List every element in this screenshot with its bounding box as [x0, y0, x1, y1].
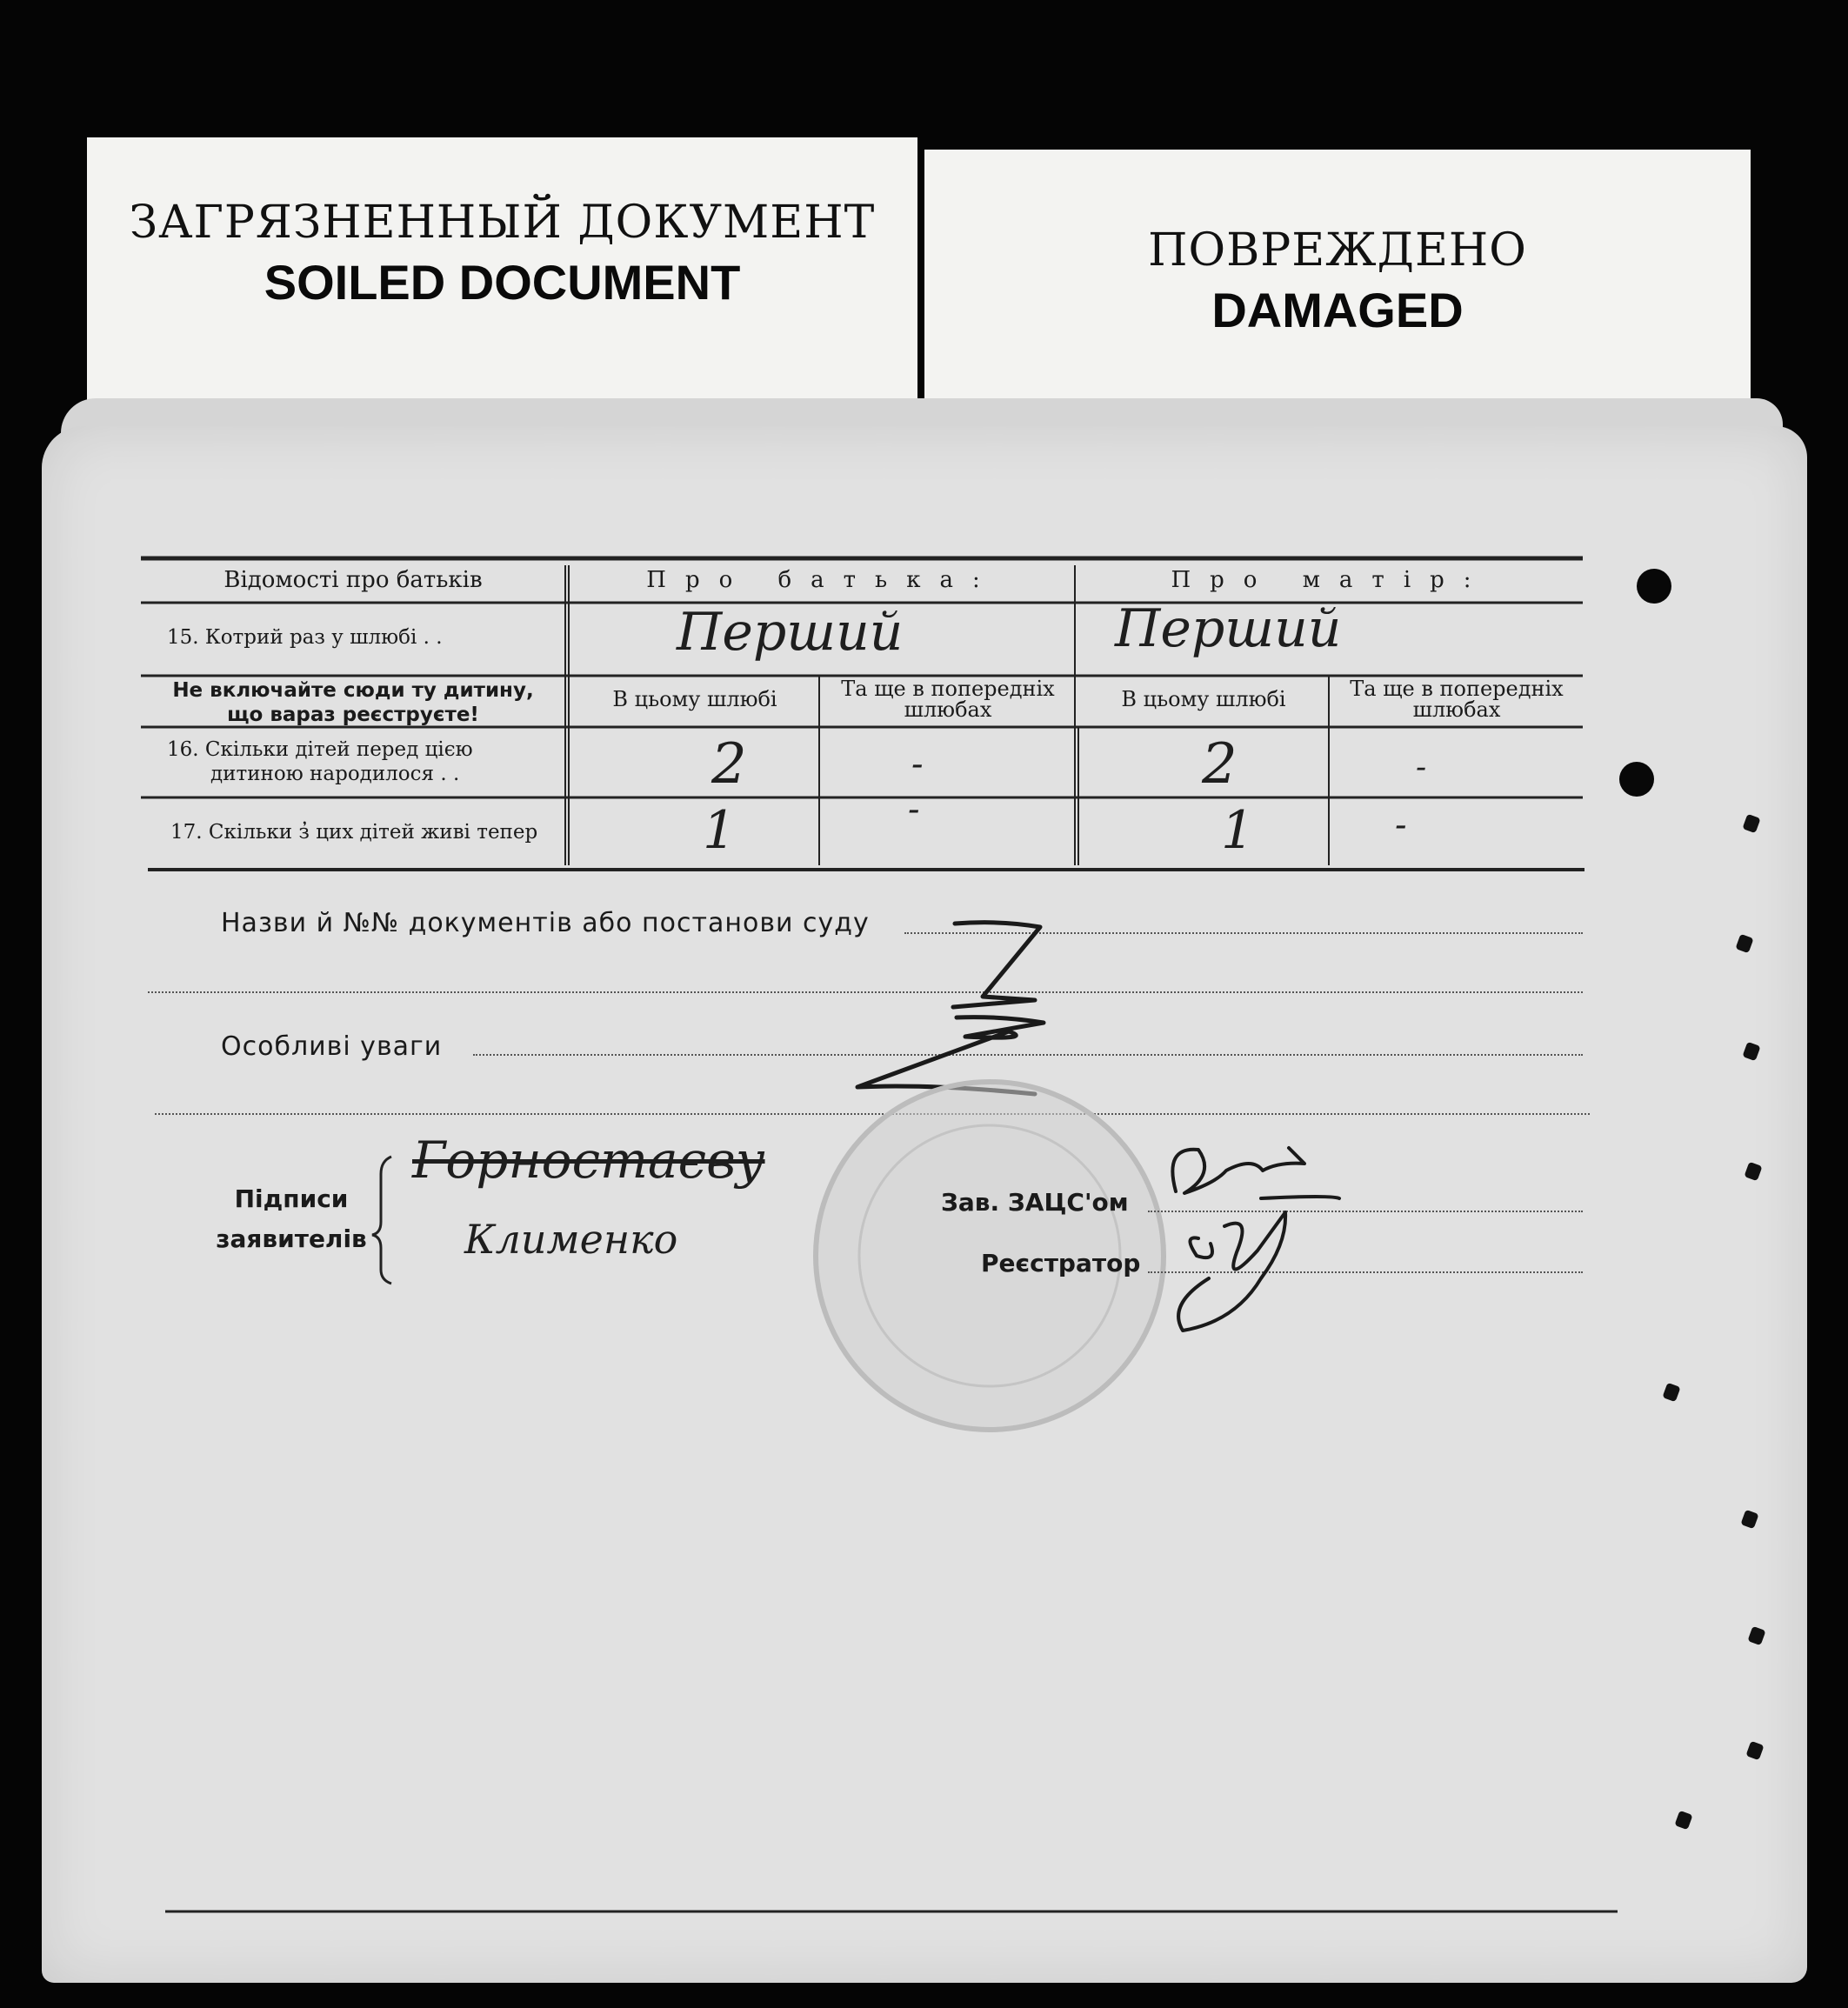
row15-label: 15. Котрий раз у шлюбі . . [167, 626, 443, 649]
soiled-label-english: SOILED DOCUMENT [264, 255, 741, 310]
applicant-signature-2: Клименко [464, 1216, 678, 1263]
signatures-label-line-2: заявителів [216, 1224, 367, 1253]
row17-label: 17. Скільки з̓ цих дітей живі тепер [170, 821, 538, 844]
row15-father-value: Перший [677, 602, 904, 663]
damaged-label-english: DAMAGED [1211, 283, 1464, 337]
father-this-marriage-header: В цьому шлюбі [612, 687, 777, 711]
row16-label-line-2: дитиною народилося . . [210, 763, 460, 785]
remarks-label: Особливі уваги [221, 1031, 443, 1062]
registrar-label: Реєстратор [981, 1249, 1141, 1278]
mother-header: Про матір: [1171, 567, 1491, 593]
note-line-1: Не включайте сюди ту дитину, [172, 679, 534, 702]
parents-info-header: Відомості про батьків [223, 567, 483, 593]
row16-father-prev: - [911, 744, 924, 784]
prev-header-line-1: Та ще в попередніх [1350, 677, 1564, 701]
row17-mother-this: 1 [1221, 800, 1255, 861]
head-registry-label: Зав. ЗАЦС'ом [941, 1188, 1129, 1217]
prev-header-line-2: шлюбах [904, 697, 992, 722]
soiled-label-russian: ЗАГРЯЗНЕННЫЙ ДОКУМЕНТ [129, 197, 876, 249]
row17-father-prev: - [908, 790, 920, 830]
damaged-label-russian: ПОВРЕЖДЕНО [1148, 224, 1527, 277]
row16-mother-this: 2 [1202, 732, 1238, 797]
applicant-signature-1: Горностаєву [412, 1131, 765, 1190]
row15-mother-value: Перший [1115, 598, 1342, 659]
prev-header-line-2: шлюбах [1412, 697, 1501, 722]
row17-mother-prev: - [1395, 805, 1407, 845]
row16-label-line-1: 16. Скільки дітей перед цією [167, 738, 473, 761]
row16-mother-prev: - [1416, 750, 1427, 785]
mother-this-marriage-header: В цьому шлюбі [1121, 687, 1286, 711]
row16-father-this: 2 [711, 732, 747, 797]
signatures-label-line-1: Підписи [234, 1184, 349, 1213]
row17-father-this: 1 [703, 800, 737, 861]
prev-header-line-1: Та ще в попередніх [841, 677, 1055, 701]
note-line-2: що вараз реєструєте! [227, 704, 479, 726]
documents-label: Назви й №№ документів або постанови суду [221, 908, 870, 938]
father-header: Про батька: [646, 567, 999, 593]
